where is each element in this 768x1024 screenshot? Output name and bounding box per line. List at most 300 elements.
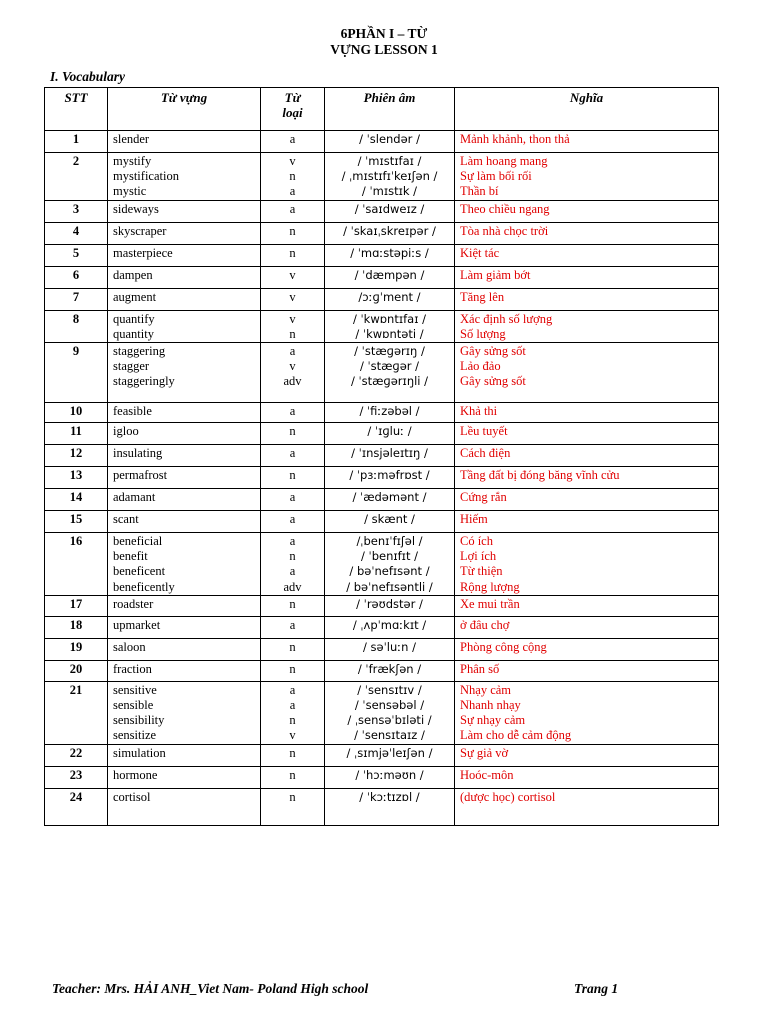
pos-text: a [289,512,296,527]
word-text: stagger [113,359,150,374]
page-title-line-2: VỰNG LESSON 1 [330,42,438,57]
word-text: staggering [113,344,166,359]
meaning-text: Gây sửng sốt [460,344,526,359]
word-text: mystification [113,169,179,184]
pos-text: a [289,404,296,419]
ipa-text: / ˈɪnsjəleɪtɪŋ / [351,446,428,461]
word-text: saloon [113,639,146,654]
header-pos [261,88,325,131]
meaning-text: Nhạy cảm [460,682,512,697]
pos-text: a [289,617,296,632]
cell-ipa [325,660,455,681]
cell-stt: 6 [45,266,108,288]
meaning-text: Khả thi [460,404,498,419]
ipa-text: / ˈmɪstɪfaɪ / [357,154,422,168]
meaning-text: Có ích [460,534,493,549]
cell-word [108,200,261,222]
pos-text: v [289,154,296,168]
section-heading: I. Vocabulary [50,69,126,84]
word-text: scant [113,512,139,527]
cell-ipa [325,788,455,825]
cell-pos [261,511,325,533]
cell-pos [261,681,325,744]
meaning-text: Phòng công cộng [460,639,547,654]
meaning-text: Xác định số lượng [460,311,553,326]
pos-text: n [289,223,296,238]
word-text: dampen [113,267,153,282]
cell-word [108,266,261,288]
word-text: staggeringly [113,374,175,389]
cell-word [108,744,261,766]
cell-stt: 5 [45,244,108,266]
ipa-text: / ˈhɔːməʊn / [355,767,424,782]
cell-meaning [455,244,719,266]
pos-text: a [289,534,296,549]
ipa-text: / ˈbenɪfɪt / [361,549,418,564]
table-row [45,489,719,511]
ipa-text: / ˌʌpˈmɑːkɪt / [352,617,427,632]
pos-text: v [289,359,296,374]
table-row [45,616,719,638]
cell-ipa [325,467,455,489]
cell-pos [261,343,325,403]
cell-ipa [325,423,455,445]
cell-stt: 14 [45,489,108,511]
cell-ipa [325,489,455,511]
cell-meaning [455,423,719,445]
cell-stt: 21 [45,681,108,744]
pos-text: a [289,698,296,713]
meaning-text: Sự làm bối rối [460,169,532,184]
pos-text: a [289,184,296,199]
pos-text: n [289,789,296,804]
cell-word [108,244,261,266]
table-row [45,266,719,288]
cell-meaning [455,788,719,825]
meaning-text: Sự nhạy cảm [460,713,526,728]
word-text: fraction [113,661,152,676]
cell-meaning [455,511,719,533]
cell-pos [261,638,325,660]
cell-word [108,131,261,153]
meaning-text: Gây sửng sốt [460,374,526,389]
table-header-row [45,88,719,131]
cell-word [108,533,261,596]
table-row [45,533,719,596]
ipa-text: / ˌmɪstɪfɪˈkeɪʃən / [341,169,438,184]
meaning-text: Lợi ích [460,549,497,564]
ipa-text: / ˈsaɪdweɪz / [354,201,425,216]
word-text: sideways [113,201,159,216]
meaning-text: Xe mui trần [460,596,520,611]
meaning-text: Tầng đất bị đóng băng vĩnh cửu [460,468,620,483]
word-text: sensitize [113,728,157,743]
pos-text: v [289,267,296,282]
cell-word [108,343,261,403]
cell-word [108,660,261,681]
meaning-text: Phân số [460,661,500,676]
cell-stt: 8 [45,310,108,342]
ipa-text: /ˌbenɪˈfɪʃəl / [356,534,423,549]
ipa-text: / ˌsensəˈbɪləti / [347,713,432,728]
meaning-text: Tăng lên [460,289,505,304]
word-text: simulation [113,745,166,760]
cell-word [108,638,261,660]
word-text: beneficent [113,564,166,579]
cell-ipa [325,310,455,342]
cell-pos [261,222,325,244]
cell-word [108,681,261,744]
table-row [45,681,719,744]
cell-meaning [455,660,719,681]
cell-ipa [325,266,455,288]
pos-text: n [289,468,296,483]
cell-stt: 4 [45,222,108,244]
word-text: hormone [113,767,158,782]
table-row [45,660,719,681]
pos-text: a [289,564,296,579]
meaning-text: Cách điện [460,446,511,461]
word-text: benefit [113,549,148,564]
ipa-text: / ˈskaɪˌskreɪpər / [343,223,436,238]
cell-pos [261,200,325,222]
cell-pos [261,595,325,616]
cell-word [108,595,261,616]
ipa-text: /ɔːɡˈment / [358,289,421,304]
word-text: sensitive [113,682,157,697]
cell-word [108,511,261,533]
page-title-line-1: 6PHẦN I – TỪ [340,26,428,41]
table-row [45,244,719,266]
meaning-text: Hiếm [460,512,488,527]
pos-text: n [289,596,296,611]
word-text: sensible [113,698,154,713]
cell-meaning [455,489,719,511]
cell-pos [261,788,325,825]
cell-stt: 22 [45,744,108,766]
table-row [45,222,719,244]
meaning-text: (dược học) cortisol [460,789,556,804]
ipa-text: / bəˈnefɪsəntli / [346,579,433,594]
ipa-text: / səˈluːn / [363,639,416,654]
cell-meaning [455,638,719,660]
cell-ipa [325,533,455,596]
table-row [45,766,719,788]
word-text: feasible [113,404,152,419]
meaning-text: Nhanh nhạy [460,698,521,713]
cell-meaning [455,343,719,403]
word-text: roadster [113,596,154,611]
cell-pos [261,244,325,266]
word-text: beneficial [113,534,163,549]
word-text: quantify [113,311,155,326]
cell-ipa [325,616,455,638]
meaning-text: Làm cho dễ cảm động [460,728,572,743]
word-text: adamant [113,490,156,505]
word-text: skyscraper [113,223,167,238]
ipa-text: / ˈstæɡər / [359,359,420,374]
ipa-text: / ˈsensɪtɪv / [357,682,422,697]
cell-meaning [455,266,719,288]
cell-word [108,310,261,342]
cell-pos [261,310,325,342]
ipa-text: / ˈfiːzəbəl / [359,404,420,419]
word-text: masterpiece [113,245,173,260]
cell-meaning [455,200,719,222]
table-row [45,595,719,616]
cell-pos [261,423,325,445]
pos-text: n [289,549,296,564]
footer-teacher: Teacher: Mrs. HẢI ANH_Viet Nam- Poland High school [52,981,369,996]
cell-meaning [455,310,719,342]
table-row [45,403,719,423]
ipa-text: / ˈkwɒntəti / [355,326,424,341]
word-text: cortisol [113,789,151,804]
cell-meaning [455,595,719,616]
cell-ipa [325,343,455,403]
pos-text: v [289,728,296,743]
cell-meaning [455,131,719,153]
table-row [45,744,719,766]
cell-ipa [325,595,455,616]
word-text: mystify [113,154,152,168]
word-text: upmarket [113,617,161,632]
word-text: quantity [113,326,154,341]
cell-stt: 2 [45,153,108,201]
cell-meaning [455,766,719,788]
cell-stt: 11 [45,423,108,445]
cell-stt: 13 [45,467,108,489]
cell-ipa [325,288,455,310]
cell-pos [261,131,325,153]
pos-text: adv [283,374,302,389]
cell-meaning [455,681,719,744]
cell-stt: 24 [45,788,108,825]
cell-meaning [455,153,719,201]
meaning-text: Số lượng [460,326,506,341]
cell-ipa [325,638,455,660]
header-ipa: Phiên âm [325,88,455,131]
meaning-text: Làm hoang mang [460,154,548,168]
cell-pos [261,153,325,201]
meaning-text: Lều tuyết [460,424,508,439]
meaning-text: Rộng lượng [460,579,520,594]
ipa-text: / ˈfrækʃən / [357,661,422,676]
cell-pos [261,288,325,310]
header-word: Từ vựng [108,88,261,131]
cell-stt: 23 [45,766,108,788]
meaning-text: Tòa nhà chọc trời [460,223,549,238]
vocabulary-table [44,87,719,826]
cell-stt: 19 [45,638,108,660]
pos-text: a [289,201,296,216]
meaning-text: ở đâu chợ [460,617,510,632]
ipa-text: / ˈɪɡluː / [367,424,412,439]
meaning-text: Hoóc-môn [460,767,514,782]
cell-ipa [325,131,455,153]
meaning-text: Sự giả vờ [460,745,509,760]
cell-meaning [455,403,719,423]
pos-text: v [289,289,296,304]
cell-pos [261,445,325,467]
cell-meaning [455,744,719,766]
ipa-text: / ˈædəmənt / [352,490,427,505]
cell-word [108,222,261,244]
cell-meaning [455,288,719,310]
cell-ipa [325,244,455,266]
cell-word [108,288,261,310]
cell-stt: 12 [45,445,108,467]
footer-page-number: Trang 1 [574,981,619,996]
meaning-text: Mảnh khảnh, thon thả [460,132,570,146]
cell-word [108,445,261,467]
cell-word [108,788,261,825]
table-row [45,467,719,489]
cell-meaning [455,616,719,638]
pos-text: adv [283,579,302,594]
cell-pos [261,489,325,511]
meaning-text: Theo chiều ngang [460,201,550,216]
cell-stt: 10 [45,403,108,423]
pos-text: a [289,446,296,461]
pos-text: n [289,326,296,341]
word-text: sensibility [113,713,165,728]
header-pos-line-2: loại [282,105,303,121]
word-text: permafrost [113,468,168,483]
word-text: beneficently [113,579,175,594]
ipa-text: / ˈmɪstɪk / [361,184,418,199]
ipa-text: / ˌsɪmjəˈleɪʃən / [346,745,433,760]
meaning-text: Thần bí [460,184,499,199]
pos-text: n [289,639,296,654]
cell-ipa [325,403,455,423]
cell-ipa [325,445,455,467]
cell-meaning [455,533,719,596]
pos-text: a [289,132,296,146]
cell-pos [261,533,325,596]
table-row [45,131,719,153]
cell-stt: 16 [45,533,108,596]
table-row [45,200,719,222]
pos-text: n [289,661,296,676]
ipa-text: / ˈstæɡərɪŋli / [350,374,429,389]
table-row [45,445,719,467]
meaning-text: Cứng rắn [460,490,507,505]
cell-pos [261,266,325,288]
cell-pos [261,616,325,638]
word-text: slender [113,132,150,146]
meaning-text: Làm giảm bớt [460,267,531,282]
cell-ipa [325,200,455,222]
ipa-text: / skænt / [364,512,415,527]
table-row [45,511,719,533]
header-pos-line-1: Từ [284,90,301,105]
cell-stt: 3 [45,200,108,222]
cell-ipa [325,766,455,788]
pos-text: n [289,713,296,728]
ipa-text: / ˈdæmpən / [354,267,425,282]
ipa-text: / ˈsensɪtaɪz / [354,728,425,743]
pos-text: v [289,311,296,326]
cell-stt: 15 [45,511,108,533]
meaning-text: Kiệt tác [460,245,500,260]
cell-ipa [325,153,455,201]
ipa-text: / ˈstæɡərɪŋ / [354,344,425,359]
ipa-text: / ˈpɜːməfrɒst / [349,468,430,483]
cell-word [108,489,261,511]
pos-text: n [289,245,296,260]
cell-word [108,403,261,423]
word-text: mystic [113,184,147,199]
cell-stt: 1 [45,131,108,153]
cell-word [108,153,261,201]
vocabulary-body [45,131,719,826]
word-text: augment [113,289,157,304]
pos-text: a [289,490,296,505]
table-row [45,423,719,445]
cell-word [108,616,261,638]
cell-stt: 18 [45,616,108,638]
cell-word [108,766,261,788]
ipa-text: / ˈmɑːstəpiːs / [350,245,429,260]
pos-text: n [289,169,296,184]
cell-ipa [325,222,455,244]
pos-text: n [289,745,296,760]
page-title [0,26,768,58]
cell-pos [261,744,325,766]
meaning-text: Từ thiện [460,564,503,579]
ipa-text: / bəˈnefɪsənt / [349,564,430,579]
cell-stt: 9 [45,343,108,403]
table-row [45,638,719,660]
pos-text: n [289,767,296,782]
cell-stt: 17 [45,595,108,616]
cell-pos [261,766,325,788]
ipa-text: / ˈrəʊdstər / [356,596,423,611]
cell-stt: 7 [45,288,108,310]
ipa-text: / ˈkwɒntɪfaɪ / [352,311,427,326]
cell-pos [261,403,325,423]
cell-ipa [325,744,455,766]
cell-ipa [325,511,455,533]
cell-stt: 20 [45,660,108,681]
cell-pos [261,660,325,681]
cell-word [108,467,261,489]
table-row [45,788,719,825]
meaning-text: Lảo đảo [460,359,501,374]
ipa-text: / ˈslendər / [359,132,420,146]
cell-meaning [455,445,719,467]
ipa-text: / ˈkɔːtɪzɒl / [359,789,420,804]
table-row [45,310,719,342]
word-text: igloo [113,424,139,439]
cell-pos [261,467,325,489]
pos-text: n [289,424,296,439]
word-text: insulating [113,446,163,461]
table-row [45,343,719,403]
pos-text: a [289,682,296,697]
header-stt: STT [45,88,108,131]
cell-word [108,423,261,445]
cell-meaning [455,222,719,244]
table-row [45,153,719,201]
table-row [45,288,719,310]
header-meaning: Nghĩa [455,88,719,131]
cell-ipa [325,681,455,744]
pos-text: a [289,344,296,359]
cell-meaning [455,467,719,489]
ipa-text: / ˈsensəbəl / [354,698,425,713]
